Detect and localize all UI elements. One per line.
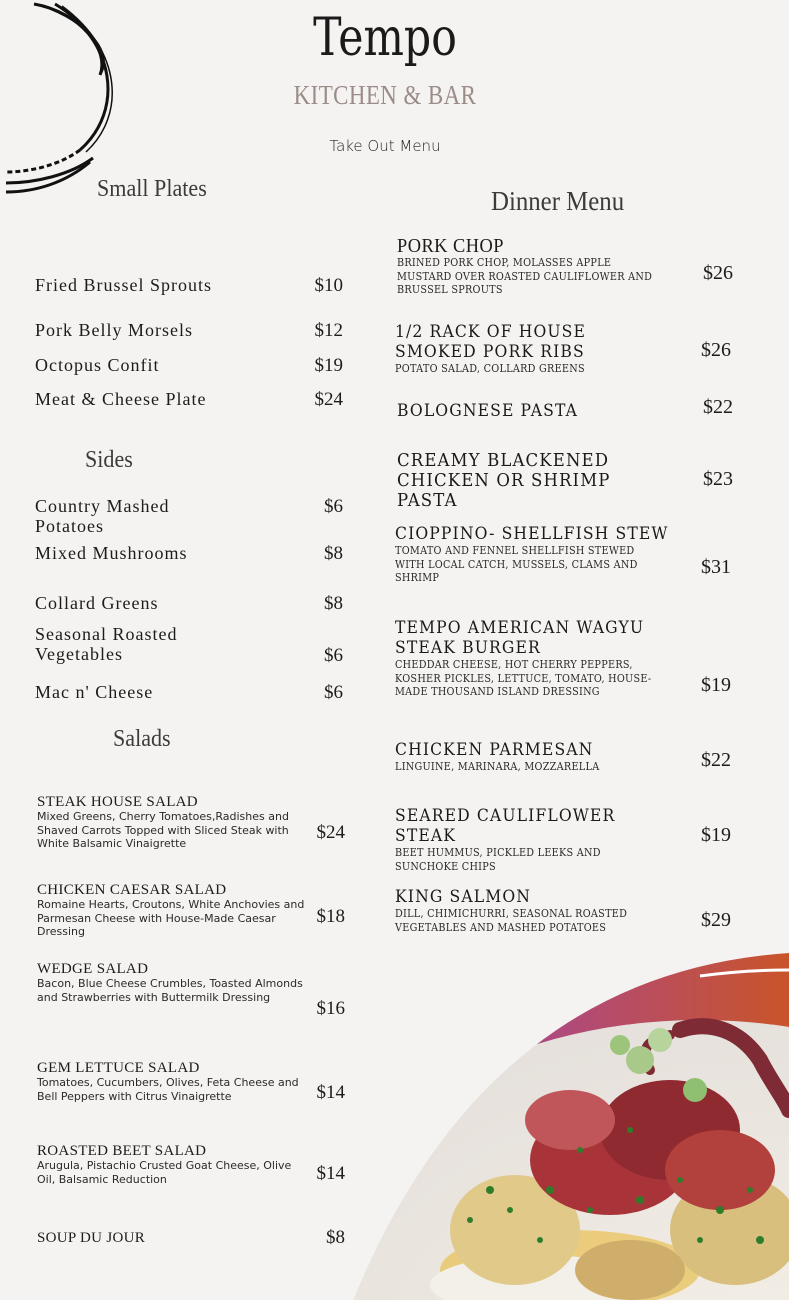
menu-item <box>395 806 731 873</box>
menu-item <box>395 524 731 585</box>
item-price: $12 <box>314 320 343 341</box>
menu-item <box>395 887 731 934</box>
item-name: PORK CHOP <box>397 235 504 257</box>
item-price: $22 <box>703 396 733 418</box>
item-price: $26 <box>703 262 733 284</box>
item-name: Meat & Cheese Plate <box>35 389 207 409</box>
menu-item <box>35 593 343 613</box>
item-name: Collard Greens <box>35 593 159 613</box>
item-price: $24 <box>316 822 345 843</box>
item-price: $24 <box>314 389 343 410</box>
item-name: ROASTED BEET SALAD <box>37 1143 207 1159</box>
item-price: $26 <box>701 339 731 361</box>
item-price: $14 <box>316 1163 345 1184</box>
menu-item <box>35 543 343 563</box>
item-description: Arugula, Pistachio Crusted Goat Cheese, Olive Oil, Balsamic Reduction <box>37 1159 292 1186</box>
item-name: GEM LETTUCE SALAD <box>37 1060 200 1076</box>
restaurant-name: Tempo <box>313 8 457 68</box>
small-plates-heading: Small Plates <box>97 176 207 202</box>
item-description: Mixed Greens, Cherry Tomatoes,Radishes and Shaved Carrots Topped with Sliced Steak with White Balsamic Vinaigrette <box>37 810 289 850</box>
item-price: $19 <box>314 355 343 376</box>
menu-item <box>35 275 343 295</box>
menu-item <box>35 496 343 536</box>
item-name: CHICKEN CAESAR SALAD <box>37 882 227 898</box>
item-description: Tomatoes, Cucumbers, Olives, Feta Cheese and Bell Peppers with Citrus Vinaigrette <box>37 1076 299 1103</box>
item-name: WEDGE SALAD <box>37 961 149 977</box>
menu-item <box>37 794 345 851</box>
menu-item <box>37 1227 345 1248</box>
sides-heading: Sides <box>85 447 133 473</box>
item-price: $6 <box>324 645 343 666</box>
item-price: $18 <box>316 906 345 927</box>
salads-heading: Salads <box>113 726 171 752</box>
menu-item <box>397 451 733 511</box>
item-description: TOMATO AND FENNEL SHELLFISH STEWED WITH LOCAL CATCH, MUSSELS, CLAMS AND SHRIMP <box>395 544 638 584</box>
item-name: 1/2 RACK OF HOUSE SMOKED PORK RIBS <box>395 322 587 362</box>
item-description: POTATO SALAD, COLLARD GREENS <box>395 362 585 375</box>
item-name: Mac n' Cheese <box>35 682 154 702</box>
item-price: $14 <box>316 1082 345 1103</box>
menu-item <box>397 396 733 421</box>
menu-item <box>35 320 343 340</box>
item-price: $8 <box>326 1227 345 1248</box>
item-price: $8 <box>324 593 343 614</box>
item-price: $10 <box>314 275 343 296</box>
item-name: Mixed Mushrooms <box>35 543 188 563</box>
item-name: STEAK HOUSE SALAD <box>37 794 198 810</box>
menu-item <box>37 961 345 1019</box>
menu-item <box>395 618 731 699</box>
menu-item <box>37 1143 345 1186</box>
menu-item <box>35 624 343 664</box>
menu-item <box>395 740 731 774</box>
item-name: CREAMY BLACKENED CHICKEN OR SHRIMP PASTA <box>397 450 611 511</box>
item-name: BOLOGNESE PASTA <box>397 401 579 421</box>
item-name: CHICKEN PARMESAN <box>395 740 594 760</box>
item-name: CIOPPINO- SHELLFISH STEW <box>395 524 669 544</box>
menu-item <box>35 355 343 375</box>
item-name: Seasonal Roasted Vegetables <box>35 624 178 664</box>
restaurant-subtitle: KITCHEN & BAR <box>293 80 477 110</box>
item-name: TEMPO AMERICAN WAGYU STEAK BURGER <box>395 618 645 658</box>
item-description: BEET HUMMUS, PICKLED LEEKS AND SUNCHOKE CHIPS <box>395 846 601 873</box>
item-price: $19 <box>701 824 731 846</box>
octopus-dish-photo <box>340 940 789 1300</box>
menu-item <box>37 1060 345 1103</box>
item-price: $19 <box>701 674 731 696</box>
item-price: $23 <box>703 468 733 490</box>
item-name: Country Mashed Potatoes <box>35 496 170 536</box>
item-description: DILL, CHIMICHURRI, SEASONAL ROASTED VEGETABLES AND MASHED POTATOES <box>395 907 628 934</box>
item-description: Bacon, Blue Cheese Crumbles, Toasted Almonds and Strawberries with Buttermilk Dressing <box>37 977 303 1004</box>
menu-item <box>35 389 343 409</box>
item-price: $31 <box>701 556 731 578</box>
item-name: Octopus Confit <box>35 355 160 375</box>
item-price: $8 <box>324 543 343 564</box>
item-price: $22 <box>701 749 731 771</box>
item-name: Pork Belly Morsels <box>35 320 194 340</box>
item-name: KING SALMON <box>395 887 532 907</box>
item-price: $6 <box>324 496 343 517</box>
item-price: $16 <box>316 998 345 1019</box>
item-price: $29 <box>701 909 731 931</box>
menu-item <box>37 882 345 939</box>
menu-item <box>395 322 731 376</box>
item-name: SOUP DU JOUR <box>37 1230 146 1246</box>
dinner-menu-heading: Dinner Menu <box>491 186 625 216</box>
item-description: Romaine Hearts, Croutons, White Anchovies and Parmesan Cheese with House-Made Caesar Dressing <box>37 898 305 938</box>
item-name: SEARED CAULIFLOWER STEAK <box>395 806 616 846</box>
item-price: $6 <box>324 682 343 703</box>
item-description: LINGUINE, MARINARA, MOZZARELLA <box>395 760 600 773</box>
item-name: Fried Brussel Sprouts <box>35 275 213 295</box>
menu-item <box>35 682 343 702</box>
item-description: BRINED PORK CHOP, MOLASSES APPLE MUSTARD OVER ROASTED CAULIFLOWER AND BRUSSEL SPROUTS <box>397 256 653 296</box>
menu-tagline: Take Out Menu <box>329 137 441 155</box>
menu-item <box>397 236 733 297</box>
item-description: CHEDDAR CHEESE, HOT CHERRY PEPPERS, KOSHER PICKLES, LETTUCE, TOMATO, HOUSE-MADE THOUSAND ISLAND DRESSING <box>395 658 652 698</box>
